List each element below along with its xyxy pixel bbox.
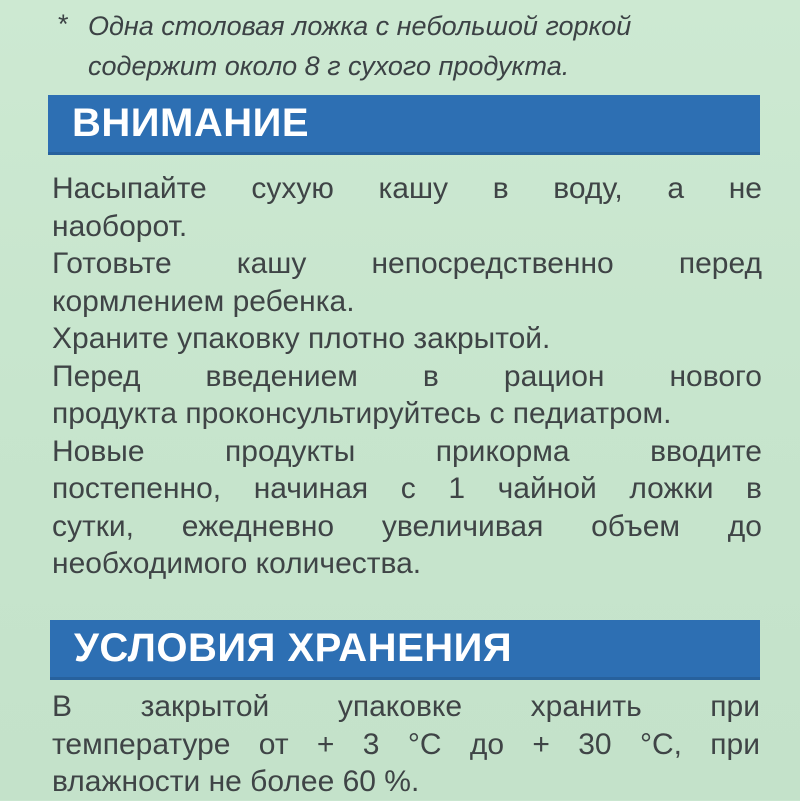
attention-paragraph [52, 170, 762, 245]
text-line: Новые продукты прикорма вводите [52, 434, 762, 468]
text-line: Храните упаковку плотно закрытой. [52, 322, 551, 355]
text-line: В закрытой упаковке хранить при [52, 690, 760, 723]
attention-text [52, 170, 762, 583]
storage-banner [50, 620, 760, 680]
text-line: Готовьте кашу непосредственно перед [52, 247, 762, 280]
text-line: Насыпайте сухую кашу в воду, а не [52, 172, 762, 205]
text-line: кормлением ребенка. [52, 284, 355, 318]
storage-paragraph [52, 688, 760, 801]
text-line: сутки, ежедневно увеличивая объем до [52, 509, 762, 543]
serving-note [58, 6, 778, 86]
note-line: содержит около 8 г сухого продукта. [88, 51, 570, 81]
note-line: Одна столовая ложка с небольшой горкой [88, 11, 632, 41]
attention-paragraph [52, 358, 762, 433]
text-line: температуре от + 3 °С до + 30 °С, при [52, 727, 760, 761]
text-line: постепенно, начиная с 1 чайной ложки в [52, 472, 762, 505]
note-asterisk: * [58, 9, 69, 39]
storage-text [52, 688, 760, 801]
storage-heading: УСЛОВИЯ ХРАНЕНИЯ [74, 626, 513, 670]
text-line: наоборот. [52, 209, 188, 243]
attention-banner [48, 95, 760, 155]
text-line: Перед введением в рацион нового [52, 359, 762, 393]
attention-paragraph [52, 433, 762, 583]
attention-heading: ВНИМАНИЕ [72, 101, 310, 145]
text-line: продукта проконсультируйтесь с педиатром. [52, 397, 672, 430]
text-line: необходимого количества. [52, 547, 422, 580]
text-line: влажности не более 60 %. [52, 765, 420, 798]
attention-paragraph [52, 245, 762, 320]
attention-paragraph [52, 320, 762, 358]
